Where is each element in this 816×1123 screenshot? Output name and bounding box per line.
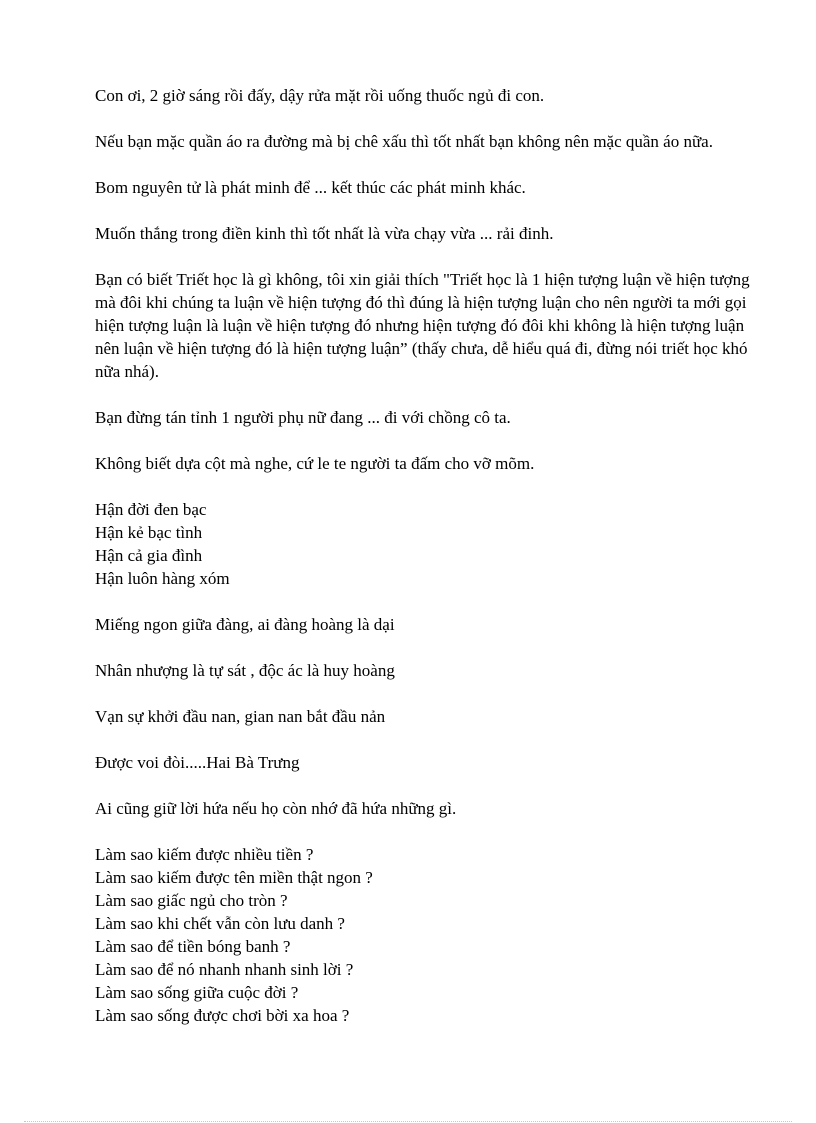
paragraph: Muốn thắng trong điền kinh thì tốt nhất là vừa chạy vừa ... rải đinh. xyxy=(95,224,554,243)
verse-line: Làm sao để nó nhanh nhanh sinh lời ? xyxy=(95,960,354,979)
paragraph: Không biết dựa cột mà nghe, cứ le te người ta đấm cho vỡ mõm. xyxy=(95,454,535,473)
verse-line: Làm sao giấc ngủ cho tròn ? xyxy=(95,891,288,910)
document-body xyxy=(95,84,755,1050)
verse-line: Hận cả gia đình xyxy=(95,546,203,565)
paragraph: Miếng ngon giữa đàng, ai đàng hoàng là dại xyxy=(95,615,395,634)
verse-line: Hận luôn hàng xóm xyxy=(95,569,230,588)
paragraph: Bạn đừng tán tỉnh 1 người phụ nữ đang ... đi với chồng cô ta. xyxy=(95,408,511,427)
paragraph: Vạn sự khởi đầu nan, gian nan bắt đầu nản xyxy=(95,707,386,726)
paragraph: Con ơi, 2 giờ sáng rồi đấy, dậy rửa mặt rồi uống thuốc ngủ đi con. xyxy=(95,86,545,105)
paragraph: Nếu bạn mặc quần áo ra đường mà bị chê xấu thì tốt nhất bạn không nên mặc quần áo nữa. xyxy=(95,132,713,151)
verse-line: Làm sao kiếm được tên miền thật ngon ? xyxy=(95,868,373,887)
paragraph: Bom nguyên tử là phát minh để ... kết thúc các phát minh khác. xyxy=(95,178,526,197)
lam-sao-verse xyxy=(95,843,755,1027)
paragraph: Được voi đòi.....Hai Bà Trưng xyxy=(95,753,300,772)
verse-line: Làm sao sống giữa cuộc đời ? xyxy=(95,983,299,1002)
verse-line: Làm sao để tiền bóng banh ? xyxy=(95,937,291,956)
verse-line: Làm sao sống được chơi bời xa hoa ? xyxy=(95,1006,350,1025)
paragraph: Nhân nhượng là tự sát , độc ác là huy hoàng xyxy=(95,661,395,680)
verse-line: Làm sao kiếm được nhiều tiền ? xyxy=(95,845,314,864)
paragraph: Bạn có biết Triết học là gì không, tôi xin giải thích "Triết học là 1 hiện tượng luận về hiện tượng mà đôi khi chúng ta luận về hiện tượng đó thì đúng là hiện tượng luận cho nên người ta mới gọi hiện tượng luận là luận về hiện tượng đó nhưng hiện tượng đó đôi khi không là hiện tượng luận nên luận về hiện tượng đó là hiện tượng luận” (thấy chưa, dễ hiểu quá đi, đừng nói triết học khó nữa nhá). xyxy=(95,270,750,381)
han-verse xyxy=(95,498,755,590)
verse-line: Làm sao khi chết vẫn còn lưu danh ? xyxy=(95,914,345,933)
paragraph: Ai cũng giữ lời hứa nếu họ còn nhớ đã hứa những gì. xyxy=(95,799,457,818)
page-bottom-divider xyxy=(24,1121,792,1122)
verse-line: Hận đời đen bạc xyxy=(95,500,207,519)
verse-line: Hận kẻ bạc tình xyxy=(95,523,203,542)
